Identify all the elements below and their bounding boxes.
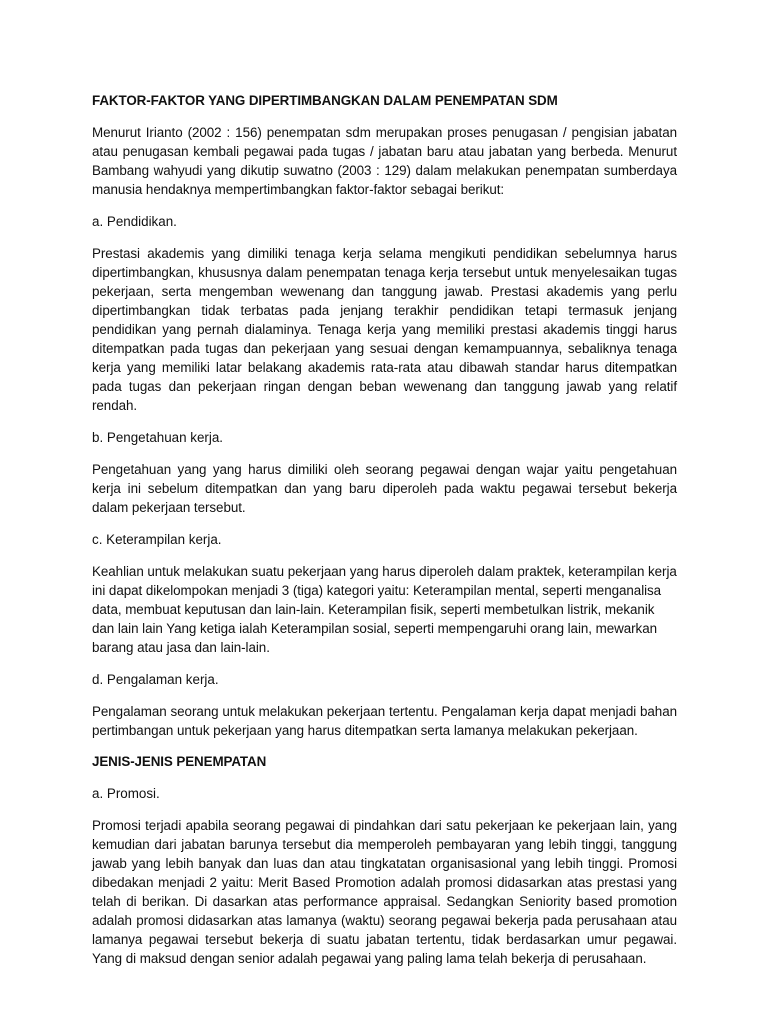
subheading-keterampilan-kerja: c. Keterampilan kerja. (92, 532, 222, 547)
document-page (92, 92, 677, 981)
section-heading-jenis: JENIS-JENIS PENEMPATAN (92, 754, 267, 769)
subheading-pendidikan: a. Pendidikan. (92, 214, 177, 229)
paragraph-pengetahuan-kerja: Pengetahuan yang yang harus dimiliki oleh seorang pegawai dengan wajar yaitu pengetahuan kerja ini sebelum ditempatkan dan yang baru diperoleh pada waktu pegawai tersebut bekerja dalam pekerjaan tersebut. (92, 462, 677, 515)
section-heading-faktor: FAKTOR-FAKTOR YANG DIPERTIMBANGKAN DALAM PENEMPATAN SDM (92, 93, 558, 108)
paragraph-promosi: Promosi terjadi apabila seorang pegawai di pindahkan dari satu pekerjaan ke pekerjaan lain, yang kemudian dari jabatan barunya tersebut dia memperoleh pembayaran yang lebih tinggi, tanggung jawab yang lebih banyak dan luas dan atau tingkatatan organisasional yang lebih tinggi. Promosi dibedakan menjadi 2 yaitu: Merit Based Promotion adalah promosi didasarkan atas prestasi yang telah di berikan. Di dasarkan atas performance appraisal. Sedangkan Seniority based promotion adalah promosi didasarkan atas lamanya (waktu) seorang pegawai bekerja pada perusahaan atau lamanya pegawai tersebut bekerja di suatu jabatan tertentu, tidak berdasarkan umur pegawai. Yang di maksud dengan senior adalah pegawai yang paling lama telah bekerja di perusahaan. (92, 818, 677, 966)
subheading-pengetahuan-kerja: b. Pengetahuan kerja. (92, 430, 224, 445)
paragraph-pendidikan: Prestasi akademis yang dimiliki tenaga kerja selama mengikuti pendidikan sebelumnya harus dipertimbangkan, khususnya dalam penempatan tenaga kerja tersebut untuk menyelesaikan tugas pekerjaan, serta mengemban wewenang dan tanggung jawab. Prestasi akademis yang perlu dipertimbangkan tidak terbatas pada jenjang terakhir pendidikan tetapi termasuk jenjang pendidikan yang pernah dialaminya. Tenaga kerja yang memiliki prestasi akademis tinggi harus ditempatkan pada tugas dan pekerjaan yang sesuai dengan kemampuannya, sebaliknya tenaga kerja yang memiliki latar belakang akademis rata-rata atau dibawah standar harus ditempatkan pada tugas dan pekerjaan ringan dengan beban wewenang dan tanggung jawab yang relatif rendah. (92, 246, 677, 413)
subheading-pengalaman-kerja: d. Pengalaman kerja. (92, 672, 219, 687)
subheading-promosi: a. Promosi. (92, 786, 160, 801)
paragraph-pengalaman-kerja: Pengalaman seorang untuk melakukan pekerjaan tertentu. Pengalaman kerja dapat menjadi bahan pertimbangan untuk pekerjaan yang harus ditempatkan serta lamanya melakukan pekerjaan. (92, 704, 677, 738)
paragraph-keterampilan-kerja: Keahlian untuk melakukan suatu pekerjaan yang harus diperoleh dalam praktek, keterampilan kerja ini dapat dikelompokan menjadi 3 (tiga) kategori yaitu: Keterampilan mental, seperti menganalisa data, membuat keputusan dan lain-lain. Keterampilan fisik, seperti membetulkan listrik, mekanik dan lain lain Yang ketiga ialah Keterampilan sosial, seperti mempengaruhi orang lain, mewarkan barang atau jasa dan lain-lain. (92, 564, 677, 655)
intro-paragraph: Menurut Irianto (2002 : 156) penempatan sdm merupakan proses penugasan / pengisian jabatan atau penugasan kembali pegawai pada tugas / jabatan baru atau jabatan yang berbeda. Menurut Bambang wahyudi yang dikutip suwatno (2003 : 129) dalam melakukan penempatan sumberdaya manusia hendaknya mempertimbangkan faktor-faktor sebagai berikut: (92, 125, 677, 197)
